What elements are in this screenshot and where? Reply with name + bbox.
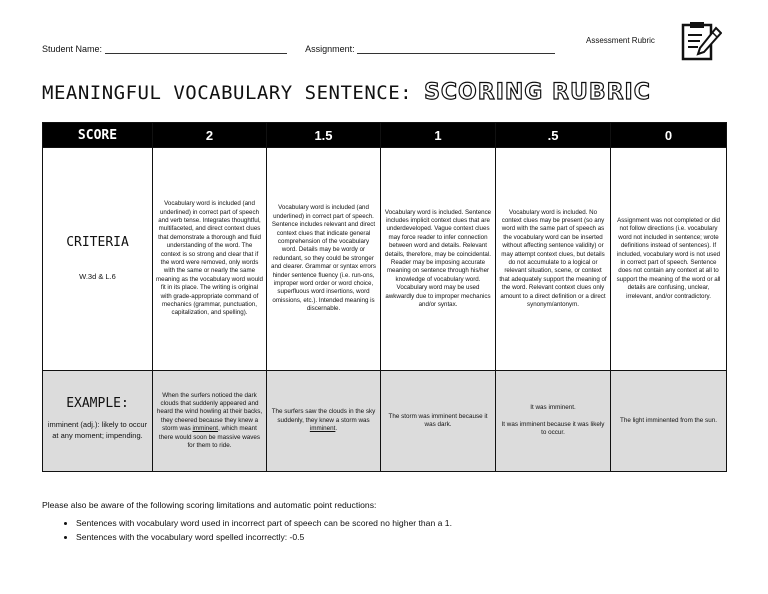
criteria-cell-0: Assignment was not completed or did not follow directions (i.e. vocabulary word not included in sentence; wrote definitions instead of sentences). If included, vocabulary word is not used in correct part of speech. Sentence does not contain any context at all to support the meaning of the word or all details are confusing, unclear, irrelevant, and/or contradictory. xyxy=(611,148,727,371)
example-row xyxy=(43,371,727,472)
example-1-5-word: imminent xyxy=(309,425,336,433)
example-0-5-text-a: It was imminent. xyxy=(530,404,576,412)
limits-list xyxy=(42,518,452,546)
criteria-standard: W.3d & L.6 xyxy=(79,271,116,281)
criteria-cell-1: Vocabulary word is included. Sentence includes implicit context clues that are underdeveloped. Vague context clues may force reader to infer connection between word and details. Relevant details, therefore, may be coincidental. Reader may be imposing accurate meaning on sentence through his/her knowledge of vocabulary word. Vocabulary word may be used awkwardly due to improper mechanics and/or syntax. xyxy=(381,148,496,371)
rubric-table xyxy=(42,122,727,472)
criteria-row xyxy=(43,148,727,371)
student-name-label: Student Name: xyxy=(42,44,103,54)
criteria-cell-0-5: Vocabulary word is included. No context clues may be present (so any word with the same part of speech as the vocabulary word can be inserted without affecting sentence validity) or may attempt context clues, but details do not accumulate to a logical or relevant situation, scene, or context that adequately support the meaning of the word. Relevant context clues only amount to a direct definition or a direct synonym/antonym. xyxy=(496,148,611,371)
example-0-5-text-b: It was imminent because it was likely to occur. xyxy=(501,420,605,437)
example-1-5-text-b: . xyxy=(335,425,338,433)
title-main: MEANINGFUL VOCABULARY SENTENCE: xyxy=(42,82,413,104)
criteria-cell-1-5: Vocabulary word is included (and underlined) in correct part of speech. Sentence includes relevant and direct context clues that indicate general comprehension of the vocabulary word. Details may be wordy or redundant, so they could be stronger and clearer. Grammar or syntax errors hinder sentence fluency (i.e. run-ons, improper word order or word choice, superfluous word insertions, word omissions, etc.). Intended meaning is discernable. xyxy=(267,148,381,371)
score-header: SCORE xyxy=(43,123,153,148)
assignment-label: Assignment: xyxy=(305,44,355,54)
example-cell-0-5 xyxy=(496,371,611,472)
criteria-label: CRITERIA xyxy=(66,234,129,250)
example-definition: imminent (adj.): likely to occur at any moment; impending. xyxy=(47,419,148,441)
scoring-note: Please also be aware of the following scoring limitations and automatic point reductions: xyxy=(42,500,377,510)
score-header-row xyxy=(43,123,727,148)
example-label-cell xyxy=(43,371,153,472)
example-label: EXAMPLE: xyxy=(66,396,129,412)
student-assignment-line xyxy=(42,44,555,54)
score-1-header: 1 xyxy=(381,123,496,148)
criteria-label-cell xyxy=(43,148,153,371)
score-0-header: 0 xyxy=(611,123,727,148)
criteria-cell-2: Vocabulary word is included (and underlined) in correct part of speech and verb tense. Integrates thoughtful, multifaceted, and direct context clues that demonstrate a thorough and fluid understanding of the word. The context is so strong and clear that if the word were removed, only words with the same or nearly the same meaning as the vocabulary word would fit in its place. The writing is original with grade-appropriate command of mechanics (grammar, punctuation, capitalization, and spelling). xyxy=(153,148,267,371)
assessment-rubric-label: Assessment Rubric xyxy=(586,36,655,45)
example-cell-1-5 xyxy=(267,371,381,472)
example-1-5-text-a: The surfers saw the clouds in the sky suddenly, they knew a storm was xyxy=(271,408,376,424)
example-2-text-b: , which meant there would soon be massive waves for them to ride. xyxy=(158,425,261,450)
score-1-5-header: 1.5 xyxy=(267,123,381,148)
assignment-field[interactable] xyxy=(357,44,555,54)
example-cell-0: The light imminented from the sun. xyxy=(611,371,727,472)
example-2-word: imminent xyxy=(192,425,219,433)
title-accent: SCORING RUBRIC xyxy=(424,80,651,105)
limit-item: • Sentences with the vocabulary word spelled incorrectly: -0.5 xyxy=(76,532,452,542)
limit-item: • Sentences with vocabulary word used in incorrect part of speech can be scored no higher than a 1. xyxy=(76,518,452,528)
page-title xyxy=(42,80,651,105)
student-name-field[interactable] xyxy=(105,44,287,54)
clipboard-pencil-icon xyxy=(680,20,722,62)
score-0-5-header: .5 xyxy=(496,123,611,148)
example-2-text-a: When the surfers noticed the dark clouds that suddenly appeared and heard the wind howling at their backs, they cheered because they knew a storm was xyxy=(156,391,263,433)
example-cell-2 xyxy=(153,371,267,472)
score-2-header: 2 xyxy=(153,123,267,148)
example-cell-1: The storm was imminent because it was dark. xyxy=(381,371,496,472)
